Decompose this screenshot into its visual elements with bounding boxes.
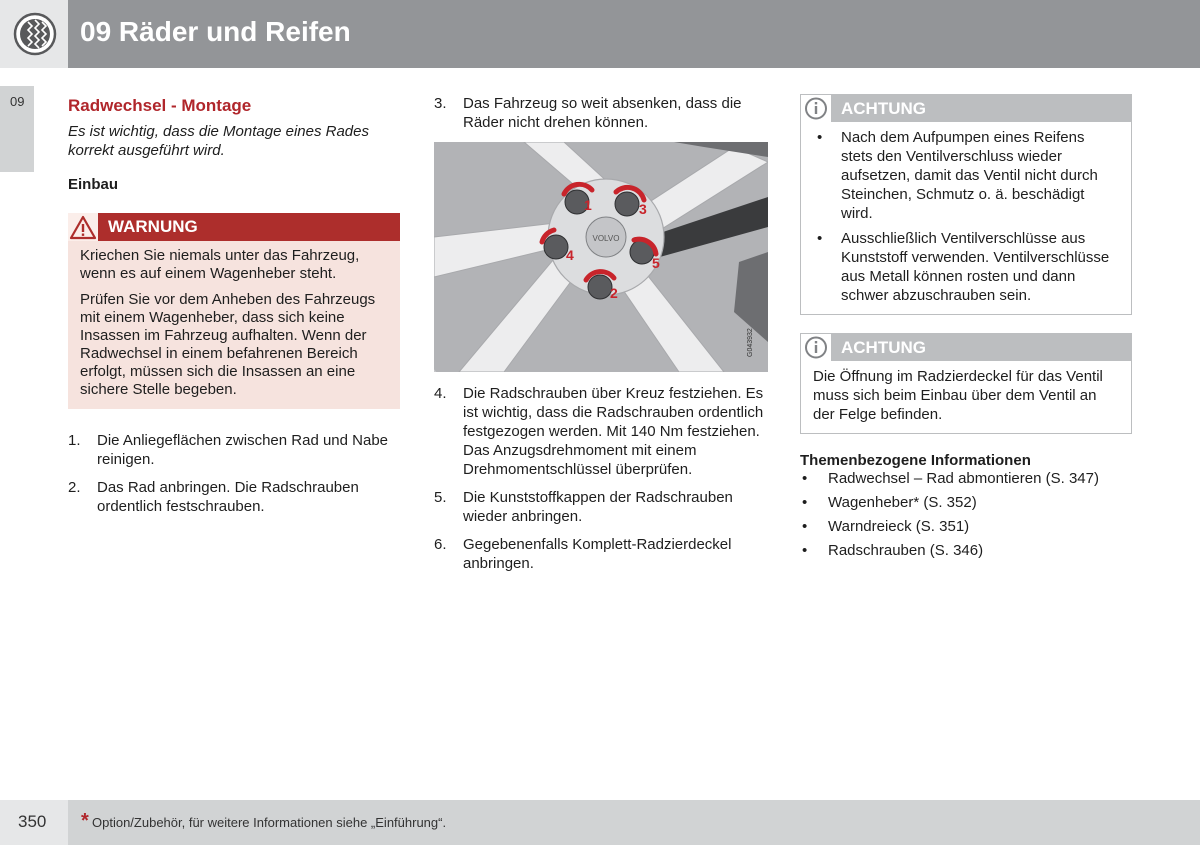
related-link-text[interactable]: Warndreieck (S. 351) bbox=[828, 518, 970, 535]
warning-header bbox=[68, 213, 400, 241]
page-footer bbox=[0, 800, 1200, 845]
caution-text: Ausschließlich Ventilverschlüsse aus Kunststoff verwenden. Ventilverschlüsse aus Metall können rosten und dann schwer abzuschrauben sein. bbox=[841, 230, 1110, 304]
related-link-text[interactable]: Radwechsel – Rad abmontieren (S. 347) bbox=[828, 470, 1099, 487]
wheel-bolt-illustration bbox=[434, 142, 768, 372]
subheading-einbau: Einbau bbox=[68, 176, 119, 193]
step-item bbox=[434, 535, 768, 573]
bullet-icon: • bbox=[817, 230, 823, 247]
tire-icon bbox=[13, 12, 57, 56]
caution-label: ACHTUNG bbox=[841, 338, 926, 357]
caution-text: Nach dem Aufpumpen eines Reifens stets den Ventilverschluss wieder aufsetzen, damit das Ventil nicht durch Steinchen, Schmutz o. ä. beschädigt wird. bbox=[841, 129, 1098, 222]
related-heading: Themenbezogene Informationen bbox=[800, 452, 1031, 469]
footnote-star: * bbox=[81, 810, 89, 832]
step-text: Das Fahrzeug so weit absenken, dass die Räder nicht drehen können. bbox=[463, 95, 742, 131]
left-column bbox=[68, 94, 400, 525]
caution-text: Die Öffnung im Radzierdeckel für das Ventil muss sich beim Einbau über dem Ventil an der Felge befinden. bbox=[813, 368, 1103, 423]
bullet-icon: • bbox=[817, 129, 823, 146]
step-number: 4. bbox=[434, 385, 447, 402]
page-title: 09 Räder und Reifen bbox=[80, 16, 351, 47]
bullet-icon: • bbox=[802, 494, 808, 511]
steps-list-left bbox=[68, 431, 400, 516]
related-link[interactable] bbox=[800, 493, 1132, 512]
warning-box bbox=[68, 213, 400, 409]
warning-label: WARNUNG bbox=[108, 217, 198, 236]
caution-header bbox=[801, 95, 1131, 122]
step-item bbox=[434, 94, 768, 132]
chapter-tab bbox=[0, 86, 34, 172]
bolt-number: 1 bbox=[584, 197, 592, 213]
step-number: 6. bbox=[434, 536, 447, 553]
step-text: Das Rad anbringen. Die Radschrauben ordentlich festschrauben. bbox=[97, 479, 359, 515]
caution-box bbox=[800, 333, 1132, 434]
step-number: 5. bbox=[434, 489, 447, 506]
step-number: 2. bbox=[68, 479, 81, 496]
caution-box bbox=[800, 94, 1132, 315]
footer-note bbox=[68, 800, 1200, 845]
related-list bbox=[800, 469, 1132, 560]
bolt-number: 5 bbox=[652, 255, 660, 271]
warning-paragraph: Prüfen Sie vor dem Anheben des Fahrzeugs mit einem Wagenheber, dass sich keine Insassen im Fahrzeug aufhalten. Wenn der Radwechsel in einem befahrenen Bereich erfolgt, müssen sich die Insassen an eine sichere Stelle begeben. bbox=[80, 291, 376, 398]
caution-item bbox=[813, 128, 1119, 223]
steps-list-bottom bbox=[434, 384, 768, 573]
step-item bbox=[434, 488, 768, 526]
footnote-text: Option/Zubehör, für weitere Informationen siehe „Einführung“. bbox=[92, 815, 447, 830]
warning-body bbox=[68, 241, 400, 409]
bolt-number: 2 bbox=[610, 285, 618, 301]
related-link-text[interactable]: Radschrauben (S. 346) bbox=[828, 542, 984, 559]
steps-list-top bbox=[434, 94, 768, 132]
info-icon bbox=[801, 95, 831, 122]
caution-item bbox=[813, 229, 1119, 305]
chapter-tab-label: 09 bbox=[10, 94, 25, 109]
info-icon bbox=[801, 334, 831, 361]
step-text: Die Anliegeflächen zwischen Rad und Nabe reinigen. bbox=[97, 432, 389, 468]
caution-body bbox=[801, 122, 1131, 314]
related-link[interactable] bbox=[800, 517, 1132, 536]
step-item bbox=[68, 478, 400, 516]
step-number: 3. bbox=[434, 95, 447, 112]
bullet-icon: • bbox=[802, 542, 808, 559]
caution-body bbox=[801, 361, 1131, 433]
step-item bbox=[434, 384, 768, 479]
step-item bbox=[68, 431, 400, 469]
section-title: Radwechsel - Montage bbox=[68, 96, 252, 115]
volvo-logo: VOLVO bbox=[592, 234, 620, 243]
bolt-number: 4 bbox=[566, 247, 574, 263]
related-link[interactable] bbox=[800, 469, 1132, 488]
related-link[interactable] bbox=[800, 541, 1132, 560]
section-intro: Es ist wichtig, dass die Montage eines Rades korrekt ausgeführt wird. bbox=[68, 123, 369, 159]
caution-label: ACHTUNG bbox=[841, 99, 926, 118]
step-text: Gegebenenfalls Komplett-Radzierdeckel anbringen. bbox=[463, 536, 732, 572]
warning-paragraph: Kriechen Sie niemals unter das Fahrzeug, wenn es auf einem Wagenheber steht. bbox=[80, 247, 360, 282]
bolt-number: 3 bbox=[639, 201, 647, 217]
page-number: 350 bbox=[18, 812, 47, 831]
chapter-icon-box bbox=[0, 0, 68, 68]
bullet-icon: • bbox=[802, 470, 808, 487]
step-text: Die Kunststoffkappen der Radschrauben wieder anbringen. bbox=[463, 489, 733, 525]
step-text: Die Radschrauben über Kreuz festziehen. Es ist wichtig, dass die Radschrauben ordentlich festgezogen werden. Mit 140 Nm festziehen. Das Anzugsdrehmoment mit einem Drehmomentschlüssel überprüfen. bbox=[463, 385, 764, 478]
bullet-icon: • bbox=[802, 518, 808, 535]
step-number: 1. bbox=[68, 432, 81, 449]
warning-triangle-icon bbox=[68, 213, 98, 241]
right-column bbox=[800, 94, 1132, 565]
caution-header bbox=[801, 334, 1131, 361]
figure-code: G043932 bbox=[747, 328, 754, 357]
caution-list bbox=[813, 128, 1119, 305]
page-header bbox=[0, 0, 1200, 68]
related-link-text[interactable]: Wagenheber* (S. 352) bbox=[828, 494, 977, 511]
page-number-box bbox=[0, 800, 68, 845]
middle-column bbox=[434, 94, 768, 582]
